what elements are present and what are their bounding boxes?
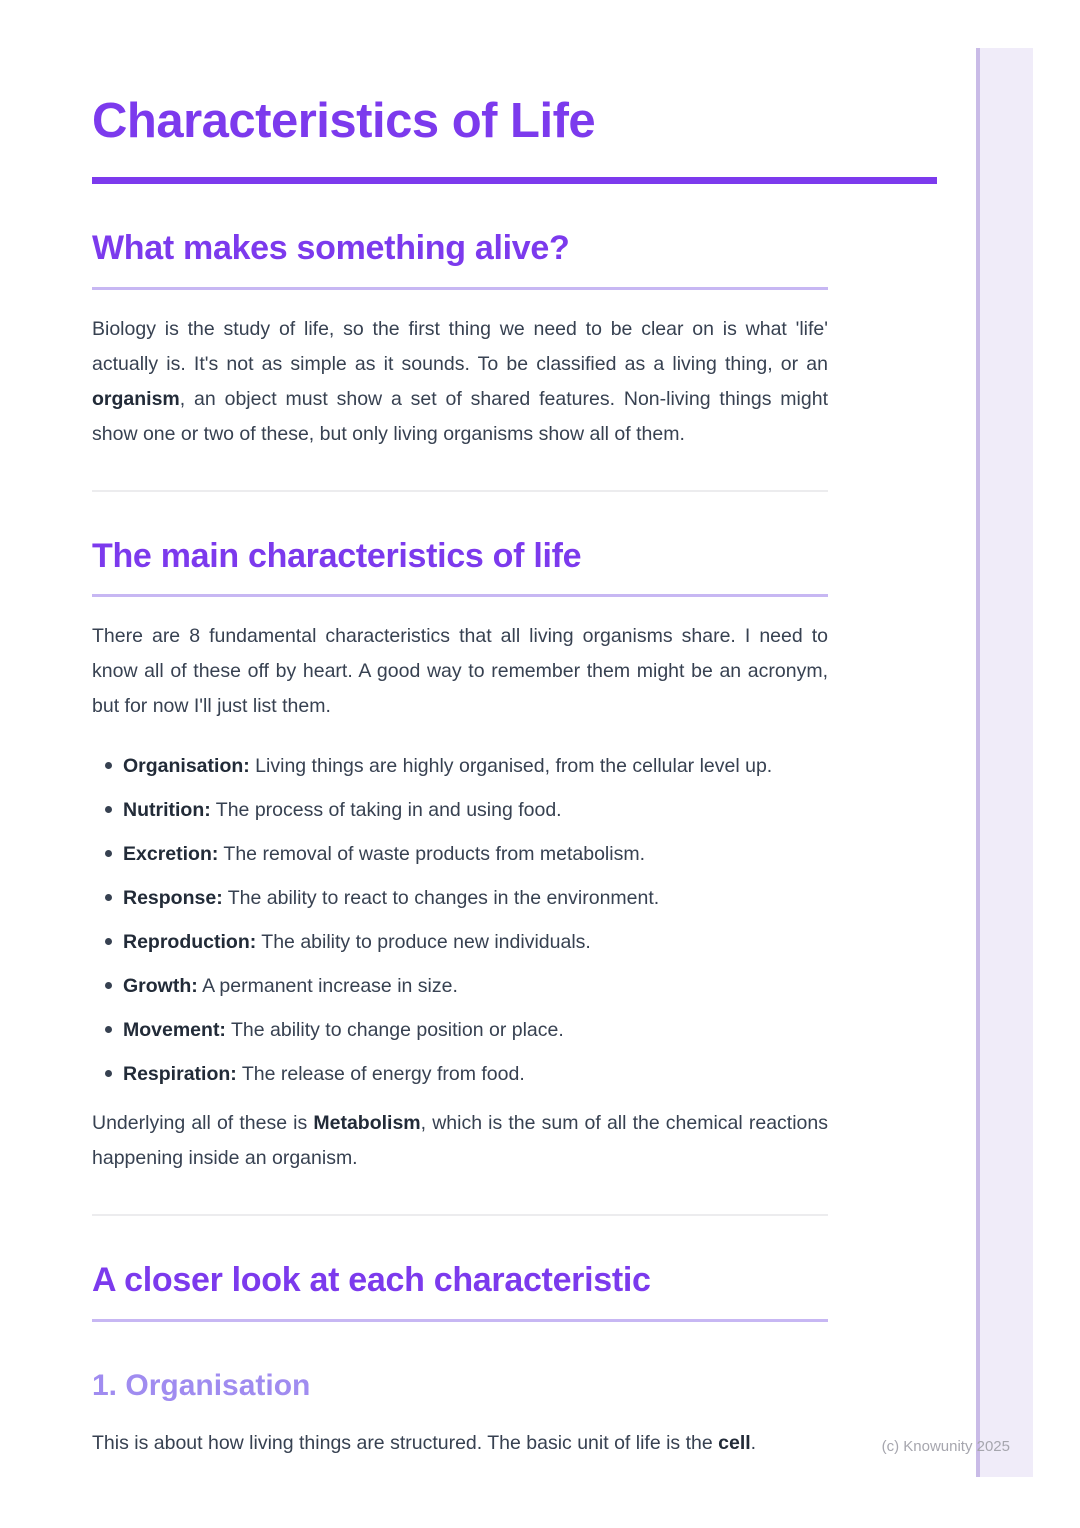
title-underline-rule: [92, 177, 937, 184]
paragraph-text: This is about how living things are structured. The basic unit of life is the: [92, 1432, 719, 1455]
list-term: Reproduction:: [123, 931, 257, 954]
section-heading-main: The main characteristics of life: [92, 536, 582, 575]
section-what-makes-alive: [92, 228, 1080, 452]
paragraph-main-intro: There are 8 fundamental characteristics that all living organisms share. I need to know all of these off by heart. A good way to remember them might be an acronym, but for now I'll just list them.: [92, 625, 828, 718]
section-closer-look: [92, 1260, 1080, 1461]
paragraph-text: , which is the sum of all the chemical reactions happening inside an organism.: [92, 1112, 828, 1170]
list-term: Excretion:: [123, 843, 219, 866]
list-desc: Living things are highly organised, from the cellular level up.: [249, 755, 773, 778]
list-item-response: [92, 886, 828, 910]
bold-term-organism: organism: [92, 387, 180, 410]
list-desc: The ability to produce new individuals.: [256, 931, 591, 954]
list-item-reproduction: [92, 930, 828, 954]
list-desc: The process of taking in and using food.: [210, 799, 562, 822]
list-desc: The removal of waste products from metabolism.: [218, 843, 645, 866]
list-term: Response:: [123, 887, 223, 910]
list-term: Movement:: [123, 1019, 226, 1042]
bold-term-cell: cell: [718, 1432, 751, 1455]
heading-underline: [92, 594, 828, 597]
list-term: Nutrition:: [123, 799, 211, 822]
heading-underline: [92, 287, 828, 290]
list-desc: The release of energy from food.: [236, 1063, 525, 1086]
paragraph-text: Biology is the study of life, so the first thing we need to be clear on is what 'life' actually is. It's not as simple as it sounds. To be classified as a living thing, or an: [92, 317, 828, 375]
copyright-footer: (c) Knowunity 2025: [881, 1438, 1010, 1455]
list-term: Respiration:: [123, 1063, 237, 1086]
paragraph-text: Underlying all of these is: [92, 1112, 314, 1135]
section-divider: [92, 1214, 828, 1216]
list-item-growth: [92, 974, 828, 998]
list-item-movement: [92, 1018, 828, 1042]
section-heading-closer: A closer look at each characteristic: [92, 1261, 651, 1300]
list-desc: The ability to react to changes in the environment.: [222, 887, 660, 910]
characteristics-list: [92, 754, 828, 1086]
bold-term-metabolism: Metabolism: [313, 1112, 421, 1135]
list-item-organisation: [92, 754, 828, 778]
list-desc: The ability to change position or place.: [225, 1019, 564, 1042]
paragraph-organisation: [92, 1426, 828, 1461]
paragraph-metabolism: [92, 1106, 828, 1176]
section-divider: [92, 490, 828, 492]
page-title: Characteristics of Life: [92, 94, 596, 148]
section-heading-alive: What makes something alive?: [92, 228, 570, 267]
paragraph-text: , an object must show a set of shared features. Non-living things might show one or two of these, but only living organisms show all of them.: [92, 387, 828, 445]
list-desc: A permanent increase in size.: [197, 975, 458, 998]
list-term: Organisation:: [123, 755, 250, 778]
subsection-heading-organisation: 1. Organisation: [92, 1369, 311, 1403]
section-main-characteristics: [92, 536, 1080, 1177]
paragraph-alive: [92, 312, 828, 452]
list-item-excretion: [92, 842, 828, 866]
paragraph-text: .: [750, 1432, 757, 1455]
document-content: [0, 94, 1080, 1461]
list-item-respiration: [92, 1062, 828, 1086]
list-term: Growth:: [123, 975, 198, 998]
heading-underline: [92, 1319, 828, 1322]
list-item-nutrition: [92, 798, 828, 822]
